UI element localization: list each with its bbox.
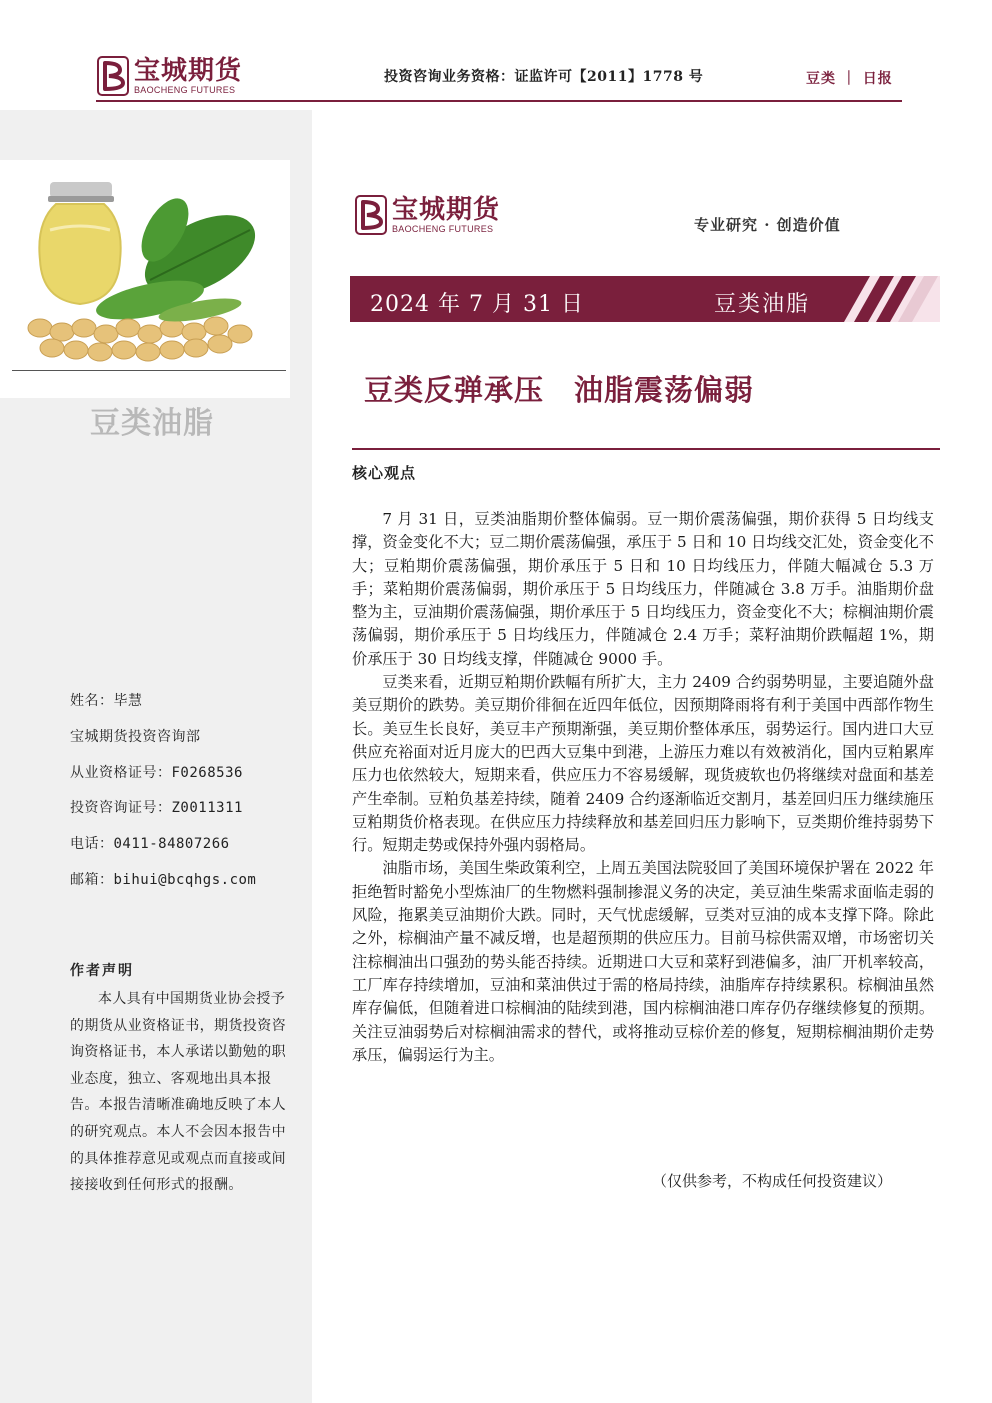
baocheng-logo-icon	[354, 194, 388, 236]
report-category: 豆类 ｜ 日报	[806, 71, 893, 87]
declaration-title: 作者声明	[70, 963, 134, 979]
report-body	[352, 508, 934, 1067]
license-text: 投资咨询业务资格：证监许可【2011】1778 号	[384, 69, 704, 85]
declaration-text: 本人具有中国期货业协会授予的期货从业资格证书，期货投资咨询资格证书，本人承诺以勤勉的职业态度，独立、客观地出具本报告。本报告清晰准确地反映了本人的研究观点。本人不会因本报告中的具体推荐意见或观点而直接或间接接收到任何形式的报酬。	[70, 991, 286, 1194]
hero-image	[0, 160, 290, 398]
author-name: 姓名：毕慧	[70, 693, 143, 709]
header-divider	[96, 100, 902, 102]
phone-number: 电话：0411-84807266	[70, 836, 230, 852]
author-department: 宝城期货投资咨询部	[70, 729, 201, 745]
disclaimer-text: （仅供参考，不构成任何投资建议）	[652, 1172, 893, 1190]
core-view-title: 核心观点	[352, 464, 417, 482]
qualification-number: 从业资格证号：F0268536	[70, 765, 243, 781]
main-logo	[354, 190, 524, 240]
company-motto: 专业研究 · 创造价值	[694, 216, 841, 234]
body-paragraph: 豆类来看，近期豆粕期价跌幅有所扩大，主力 2409 合约弱势明显，主要追随外盘美豆期价的跌势。美豆期价徘徊在近四年低位，因预期降雨将有利于美国中西部作物生长。美豆生长良好，美豆丰产预期渐强，美豆期价整体承压，弱势运行。国内进口大豆供应充裕面对近月庞大的巴西大豆集中到港，上游压力难以有效被消化，国内豆粕累库压力也依然较大，短期来看，供应压力不容易缓解，现货疲软也仍将继续对盘面和基差产生牵制。豆粕负基差持续，随着 2409 合约逐渐临近交割月，基差回归压力继续施压豆粕期货价格表现。在供应压力持续释放和基差回归压力影响下，豆类期价维持弱势下行。短期走势或保持外强内弱格局。	[352, 673, 934, 855]
headline-divider	[352, 448, 940, 450]
body-paragraph: 油脂市场，美国生柴政策利空，上周五美国法院驳回了美国环境保护署在 2022 年拒绝暂时豁免小型炼油厂的生物燃料强制掺混义务的决定，美豆油生柴需求面临走弱的风险，拖累美豆油期价大跌。同时，天气忧虑缓解，豆类对豆油的成本支撑下降。除此之外，棕榈油产量不减反增，也是超预期的供应压力。目前马棕供需双增，市场密切关注棕榈油出口强劲的势头能否持续。近期进口大豆和菜籽到港偏多，油厂开机率较高，工厂库存持续增加，豆油和菜油供过于需的格局持续，油脂库存持续累积。棕榈油虽然库存偏低，但随着进口棕榈油的陆续到港，国内棕榈油港口库存仍存继续修复的预期。关注豆油弱势后对棕榈油需求的替代，或将推动豆棕价差的修复，短期棕榈油期价走势承压，偏弱运行为主。	[352, 859, 934, 1064]
hero-divider	[12, 370, 286, 371]
consulting-number: 投资咨询证号：Z0011311	[70, 800, 243, 816]
header-logo	[96, 52, 256, 100]
email-address: 邮箱：bihui@bcqhgs.com	[70, 872, 257, 888]
body-paragraph: 7 月 31 日，豆类油脂期价整体偏弱。豆一期价震荡偏强，期价获得 5 日均线支撑，资金变化不大；豆二期价震荡偏强，承压于 5 日和 10 日均线交汇处，资金变化不大；豆粕期价震荡偏强，期价承压于 5 日和 10 日均线压力，伴随大幅减仓 5.3 万手；菜粕期价震荡偏弱，期价承压于 5 日均线压力，伴随减仓 3.8 万手。油脂期价盘整为主，豆油期价震荡偏强，期价承压于 5 日均线压力，资金变化不大；棕榈油期价震荡偏弱，期价承压于 5 日均线压力，伴随减仓 2.4 万手；菜籽油期价跌幅超 1%，期价承压于 30 日均线支撑，伴随减仓 9000 手。	[352, 510, 934, 668]
banner-category: 豆类油脂	[714, 292, 811, 317]
report-date: 2024 年 7 月 31 日	[370, 292, 584, 317]
sidebar-title: 豆类油脂	[90, 406, 214, 441]
logo-text-en: BAOCHENG FUTURES	[392, 223, 494, 234]
baocheng-logo-icon	[96, 55, 130, 97]
logo-text-en: BAOCHENG FUTURES	[134, 84, 236, 95]
soybean-oil-jar-image	[0, 160, 290, 370]
logo-text-cn: 宝城期货	[134, 55, 243, 86]
report-headline: 豆类反弹承压 油脂震荡偏弱	[364, 373, 755, 407]
logo-text-cn: 宝城期货	[392, 194, 501, 225]
